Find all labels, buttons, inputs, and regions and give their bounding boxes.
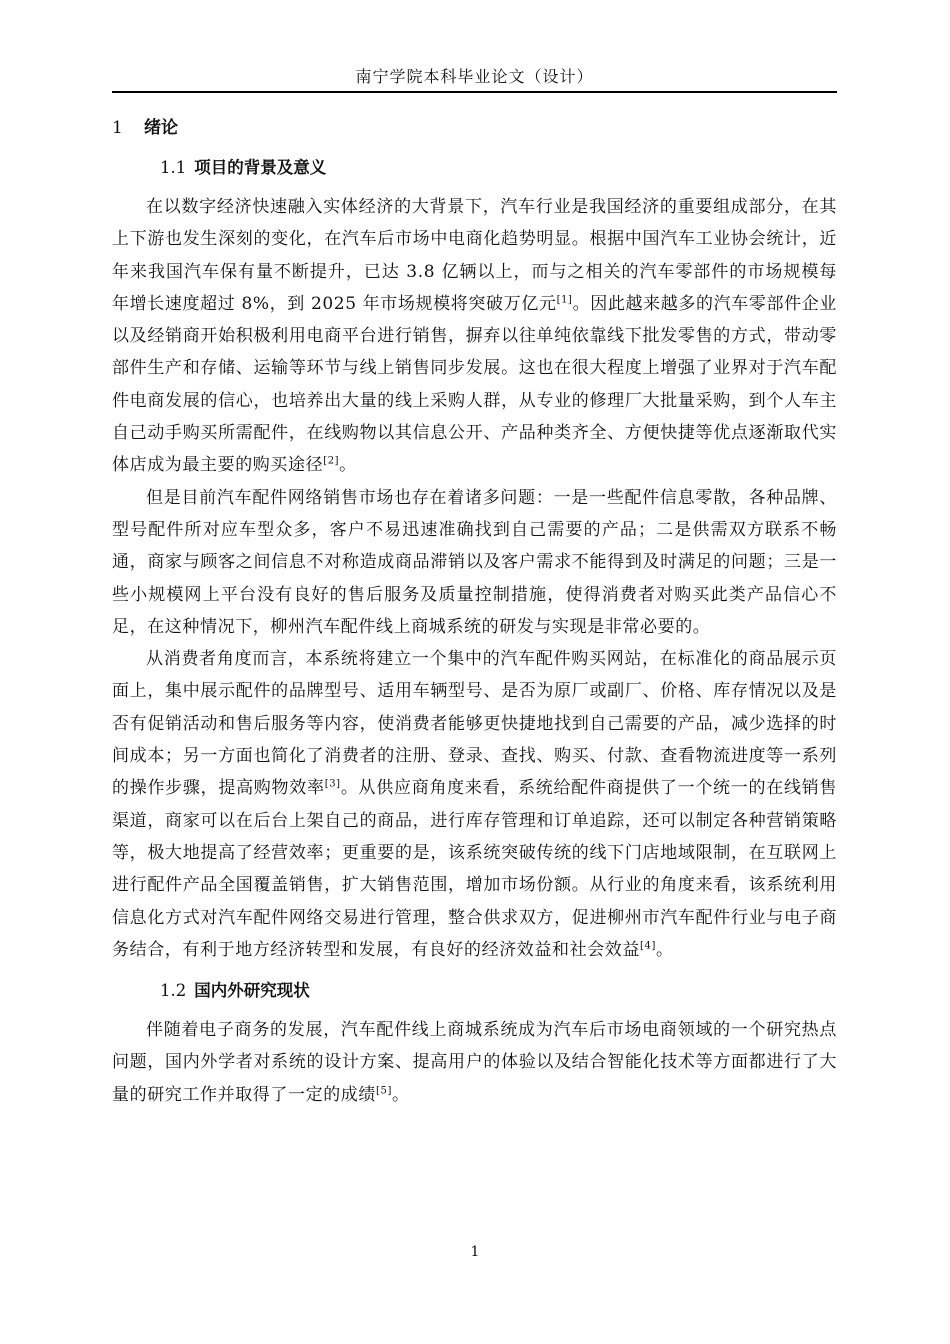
subsection-heading-1-1 — [160, 153, 837, 183]
citation-ref: [2] — [323, 455, 340, 467]
running-header: 南宁学院本科毕业论文（设计） — [355, 67, 594, 86]
subsection-title: 项目的背景及意义 — [194, 158, 327, 177]
citation-ref: [5] — [376, 1085, 392, 1097]
paragraph-text: 从消费者角度而言，本系统将建立一个集中的汽车配件购买网站，在标准化的商品展示页面上，集中展示配件的品牌型号、适用车辆型号、是否为原厂或副厂、价格、库存情况以及是否有促销活动和售后服务等内容，使消费者能够更快捷地找到自己需要的产品，减少选择的时间成本；另一方面也简化了消费者的注册、登录、查找、购买、付款、查看物流进度等一系列的操作步骤，提高购物效率 — [112, 649, 837, 799]
paragraph-problems — [112, 482, 837, 643]
citation-ref: [1] — [556, 294, 573, 306]
paragraph-significance — [112, 643, 837, 966]
paragraph-text: 伴随着电子商务的发展，汽车配件线上商城系统成为汽车后市场电商领域的一个研究热点问题，国内外学者对系统的设计方案、提高用户的体验以及结合智能化技术等方面都进行了大量的研究工作并取得了一定的成绩 — [112, 1020, 837, 1105]
paragraph-text: 但是目前汽车配件网络销售市场也存在着诸多问题：一是一些配件信息零散，各种品牌、型号配件所对应车型众多，客户不易迅速准确找到自己需要的产品；二是供需双方联系不畅通，商家与顾客之间信息不对称造成商品滞销以及客户需求不能得到及时满足的问题；三是一些小规模网上平台没有良好的售后服务及质量控制措施，使得消费者对购买此类产品信心不足，在这种情况下，柳州汽车配件线上商城系统的研发与实现是非常必要的。 — [112, 487, 837, 637]
paragraph-text: 。因此越来越多的汽车零部件企业以及经销商开始积极利用电商平台进行销售，摒弃以往单纯依靠线下批发零售的方式，带动零部件生产和存储、运输等环节与线上销售同步发展。这也在很大程度上增强了业界对于汽车配件电商发展的信心，也培养出大量的线上采购人群，从专业的修理厂大批量采购，到个人车主自己动手购买所需配件，在线购物以其信息公开、产品种类齐全、方便快捷等优点逐渐取代实体店成为最主要的购买途径 — [112, 293, 838, 476]
paragraph-research-status — [112, 1014, 837, 1111]
paragraph-text: 在以数字经济快速融入实体经济的大背景下，汽车行业是我国经济的重要组成部分，在其上下游也发生深刻的变化，在汽车后市场中电商化趋势明显。根据中国汽车工业协会统计，近年来我国汽车保有量不断提升，已达 3.8 亿辆以上，而与之相关的汽车零部件的市场规模每年增长速度超过 8%，到 2025 年市场规模将突破万亿元 — [112, 197, 837, 314]
header-rule — [112, 91, 837, 93]
section-title: 绪论 — [144, 118, 178, 138]
paragraph-background — [112, 191, 837, 482]
citation-ref: [3] — [324, 778, 341, 790]
section-heading-1 — [112, 113, 837, 143]
paragraph-text: 。 — [655, 939, 674, 960]
subsection-number: 1.2 — [160, 981, 187, 1001]
paragraph-text: 。从供应商角度来看，系统给配件商提供了一个统一的在线销售渠道，商家可以在后台上架自己的商品，进行库存管理和订单追踪，还可以制定各种营销策略等，极大地提高了经营效率；更重要的是，该系统突破传统的线下门店地域限制，在互联网上进行配件产品全国覆盖销售，扩大销售范围，增加市场份额。从行业的角度来看，该系统利用信息化方式对汽车配件网络交易进行管理，整合供求双方，促进柳州市汽车配件行业与电子商务结合，有利于地方经济转型和发展，有良好的经济效益和社会效益 — [112, 778, 837, 960]
subsection-heading-1-2 — [160, 976, 837, 1006]
page-number: 1 — [470, 1244, 480, 1260]
paragraph-text: 。 — [391, 1084, 410, 1105]
section-number: 1 — [112, 118, 123, 138]
citation-ref: [4] — [640, 940, 656, 952]
subsection-title: 国内外研究现状 — [194, 981, 310, 1001]
paragraph-text: 。 — [339, 455, 357, 476]
subsection-number: 1.1 — [160, 158, 187, 177]
page-body — [112, 113, 837, 1111]
